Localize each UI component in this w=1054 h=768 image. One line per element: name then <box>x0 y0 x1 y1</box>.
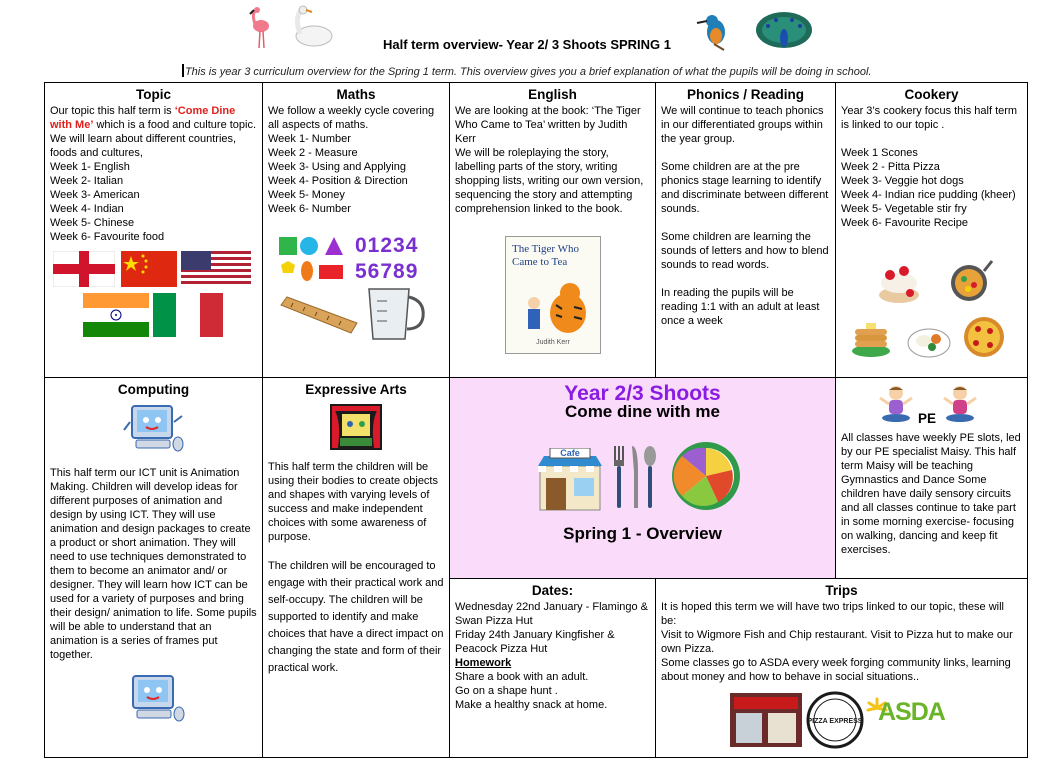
homework-item-3: Make a healthy snack at home. <box>455 699 608 711</box>
phonics-p1: We will continue to teach phonics in our differentiated groups within the year group. <box>661 105 824 145</box>
maths-week-4: Week 4- Position & Direction <box>268 175 408 187</box>
trips-section <box>655 578 1028 758</box>
computing-heading: Computing <box>117 382 190 397</box>
topic-week-4: Week 4- Indian <box>50 203 124 215</box>
dates-section <box>449 578 656 758</box>
cookery-week-3: Week 3- Veggie hot dogs <box>841 175 964 187</box>
pe-heading: PE <box>918 411 937 426</box>
yoga-person-2-icon <box>942 384 978 424</box>
topic-intro-post: which is a food and culture topic. We will learn about different countries, foods and cultures, <box>50 119 257 159</box>
topic-week-2: Week 2- Italian <box>50 175 124 187</box>
dates-line-2: Friday 24th January Kingfisher & Peacock Pizza Hut <box>455 629 615 655</box>
subtitle-text: This is year 3 curriculum overview for the Spring 1 term. This overview gives you a brief explanation of what the pupils will be doing in school. <box>184 66 872 78</box>
phonics-section <box>655 82 836 378</box>
maths-digits: 01234 56789 <box>355 234 419 283</box>
phonics-heading: Phonics / Reading <box>686 87 805 102</box>
center-subtitle: Come dine with me <box>565 402 720 421</box>
book-cover <box>505 236 601 354</box>
maths-week-3: Week 3- Using and Applying <box>268 161 406 173</box>
pizza-express-logo-icon <box>806 691 864 749</box>
china-flag-icon <box>121 251 177 287</box>
center-title: Year 2/3 Shoots <box>564 382 721 405</box>
england-flag-icon <box>53 251 115 287</box>
stir-fry-icon <box>944 257 994 307</box>
cookery-intro: Year 3’s cookery focus this half term is linked to our topic . <box>841 105 1018 131</box>
trips-heading: Trips <box>825 583 858 598</box>
page-subtitle <box>0 64 1054 78</box>
computing-body: This half term our ICT unit is Animation Making. Children will develop ideas for different purposes of animation and design by using ICT. They will use animation and design packages to create a product or short animation. They will need to use techniques demonstrated to them to become an animator and/ or designer. They will learn how ICT can be used for a variety of purposes and bring their design/ animation to life. Some pupils will be able to understand that an animation is a series of frames put together. <box>50 467 257 661</box>
cookery-week-4: Week 4- Indian rice pudding (kheer) <box>841 189 1016 201</box>
cookery-week-5: Week 5- Vegetable stir fry <box>841 203 967 215</box>
pizza-icon <box>962 315 1006 359</box>
book-author: Judith Kerr <box>536 339 570 346</box>
phonics-p2: Some children are at the pre phonics stage learning to identify and discriminate between different sounds. <box>661 161 829 215</box>
maths-intro: We follow a weekly cycle covering all aspects of maths. <box>268 105 435 131</box>
pizza-hut-storefront-icon <box>730 693 802 747</box>
topic-intro-pre: Our topic this half term is <box>50 105 175 117</box>
dates-line-1: Wednesday 22nd January - Flamingo & Swan Pizza Hut <box>455 601 649 627</box>
yoga-person-icon <box>878 384 914 424</box>
shapes-icon <box>277 233 349 285</box>
topic-intro <box>50 104 257 160</box>
computer-character-2-icon <box>123 670 187 728</box>
arts-p2: The children will be encouraged to engage with their practical work and self-occupy. The children will be supported to identify and make choices that have a direct impact on changing the state and form of their practical work. <box>268 560 444 674</box>
topic-heading: Topic <box>136 87 171 102</box>
english-heading: English <box>528 87 577 102</box>
asda-logo: ASDA <box>878 698 945 726</box>
english-p2: We will be roleplaying the story, labelling parts of the story, writing shopping lists, writing our own version, sequencing the story and attempting comprehension linked to the book. <box>455 147 644 215</box>
cookery-section <box>835 82 1028 378</box>
healthy-plate-icon <box>662 440 750 512</box>
rice-dish-icon <box>906 315 952 359</box>
topic-week-1: Week 1- English <box>50 161 130 173</box>
book-title: The Tiger Who Came to Tea <box>512 243 580 268</box>
text-cursor <box>182 64 184 77</box>
english-section <box>449 82 656 378</box>
topic-week-3: Week 3- American <box>50 189 140 201</box>
dates-heading: Dates: <box>531 583 574 598</box>
phonics-p3: Some children are learning the sounds of letters and how to blend sounds to read words. <box>661 231 829 271</box>
cafe-icon <box>534 448 606 512</box>
maths-week-2: Week 2 - Measure <box>268 147 358 159</box>
pe-body: All classes have weekly PE slots, led by our PE specialist Maisy. This half term Maisy will be teaching Gymnastics and Dance Some children have daily sensory circuits and all classes continue to take part in some morning exercise- focusing on walking, dancing and keep fit exercises. <box>841 432 1021 556</box>
homework-item-1: Share a book with an adult. <box>455 671 589 683</box>
phonics-p4: In reading the pupils will be reading 1:1 with an adult at least once a week <box>661 287 820 327</box>
cookery-week-1: Week 1 Scones <box>841 147 918 159</box>
cookery-week-6: Week 6- Favourite Recipe <box>841 217 968 229</box>
pe-section <box>835 377 1028 579</box>
theatre-icon <box>328 402 384 452</box>
arts-p1: This half term the children will be using their bodies to create objects and shapes with varying levels of success and make independent choices with some awareness of purpose. <box>268 461 438 543</box>
trips-p3: Some classes go to ASDA every week forging community links, learning about money and how to behave in social situations.. <box>661 657 1011 683</box>
topic-week-6: Week 6- Favourite food <box>50 231 165 243</box>
india-flag-icon <box>83 293 149 337</box>
homework-label: Homework <box>455 657 512 669</box>
english-p1: We are looking at the book: ‘The Tiger Who Came to Tea’ written by Judith Kerr <box>455 105 641 145</box>
pizza-express-logo-text: PIZZA EXPRESS <box>807 718 863 725</box>
cutlery-icon <box>608 442 658 512</box>
arts-heading: Expressive Arts <box>305 382 407 397</box>
maths-heading: Maths <box>336 87 376 102</box>
cafe-sign: Cafe <box>560 448 580 458</box>
maths-week-5: Week 5- Money <box>268 189 345 201</box>
trips-p2: Visit to Wigmore Fish and Chip restaurant. Visit to Pizza hut to make our own Pizza. <box>661 629 1013 655</box>
computer-character-icon <box>122 400 186 458</box>
computing-section <box>44 377 263 758</box>
cookery-week-2: Week 2 - Pitta Pizza <box>841 161 940 173</box>
measuring-jug-icon <box>363 283 431 343</box>
italy-flag-icon <box>153 293 223 337</box>
topic-week-5: Week 5- Chinese <box>50 217 135 229</box>
pancakes-icon <box>850 315 892 359</box>
tiger-icon <box>512 283 596 335</box>
page-title: Half term overview- Year 2/ 3 Shoots SPRING 1 <box>382 37 672 52</box>
trips-p1: It is hoped this term we will have two trips linked to our topic, these will be: <box>661 601 1004 627</box>
center-footer: Spring 1 - Overview <box>563 524 722 543</box>
topic-highlight: ‘Come Dine with Me’ <box>50 105 236 131</box>
maths-week-1: Week 1- Number <box>268 133 351 145</box>
topic-section <box>44 82 263 378</box>
scone-icon <box>874 259 924 307</box>
maths-week-6: Week 6- Number <box>268 203 351 215</box>
usa-flag-icon <box>181 251 251 287</box>
arts-section <box>262 377 450 758</box>
ruler-icon <box>277 293 359 339</box>
homework-item-2: Go on a shape hunt . <box>455 685 558 697</box>
center-overview <box>449 377 836 579</box>
maths-section <box>262 82 450 378</box>
cookery-heading: Cookery <box>904 87 959 102</box>
